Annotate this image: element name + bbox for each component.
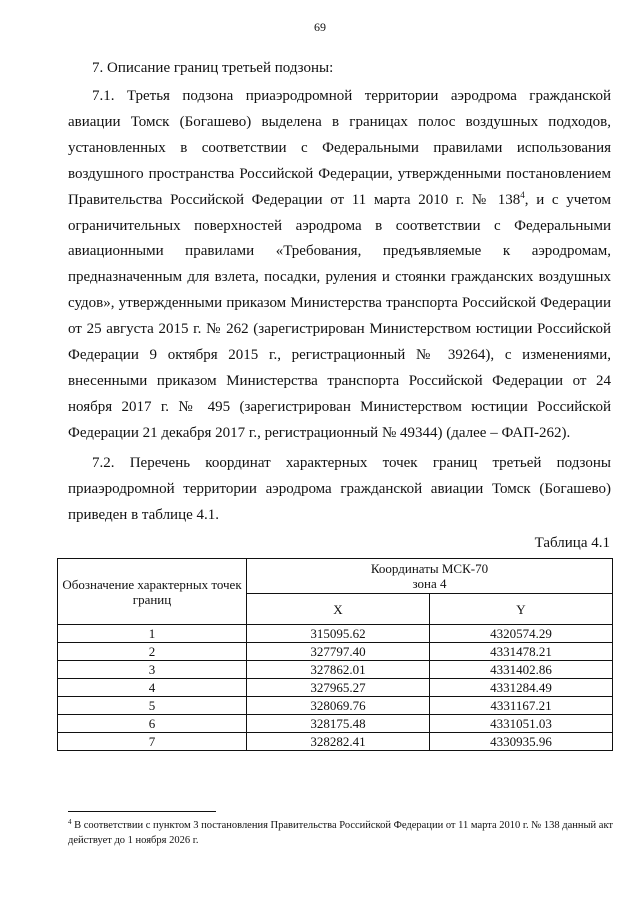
header-coordinates xyxy=(247,559,613,594)
coordinates-table xyxy=(57,558,613,751)
header-points: Обозначение характерных точек границ xyxy=(58,559,247,625)
cell-y: 4330935.96 xyxy=(430,733,613,751)
section-heading: 7. Описание границ третьей подзоны: xyxy=(92,60,334,76)
table-row xyxy=(58,715,613,733)
table-row xyxy=(58,661,613,679)
page-number: 69 xyxy=(314,20,326,34)
cell-point: 3 xyxy=(58,661,247,679)
footnote-reference[interactable]: 4 xyxy=(520,189,525,200)
paragraph-7-1 xyxy=(68,84,611,447)
table-row xyxy=(58,643,613,661)
table-row xyxy=(58,679,613,697)
cell-x: 328069.76 xyxy=(247,697,430,715)
header-y: Y xyxy=(430,594,613,625)
cell-x: 328282.41 xyxy=(247,733,430,751)
cell-x: 315095.62 xyxy=(247,625,430,643)
header-coordinates-system: Координаты МСК-70 xyxy=(370,561,489,576)
cell-y: 4331478.21 xyxy=(430,643,613,661)
table-row xyxy=(58,625,613,643)
table-row xyxy=(58,733,613,751)
footnote-text: В соответствии с пунктом 3 постановления Правительства Российской Федерации от 11 марта 2010 г. № 138 данный акт действует до 1 ноября 2026 г. xyxy=(68,820,613,846)
cell-point: 1 xyxy=(58,625,247,643)
cell-y: 4320574.29 xyxy=(430,625,613,643)
cell-point: 4 xyxy=(58,679,247,697)
cell-y: 4331167.21 xyxy=(430,697,613,715)
header-coordinates-zone: зона 4 xyxy=(412,576,447,591)
cell-point: 2 xyxy=(58,643,247,661)
cell-x: 327797.40 xyxy=(247,643,430,661)
cell-y: 4331051.03 xyxy=(430,715,613,733)
cell-y: 4331402.86 xyxy=(430,661,613,679)
paragraph-7-1-text-continued: , и с учетом ограничительных поверхностей аэродрома в соответствии с Федеральными авиационными правилами «Требования, предъявляемые к аэродромам, предназначенным для взлета, посадки, руления и стоянки гражданских воздушных судов», утвержденными приказом Министерства транспорта Российской Федерации от 25 августа 2015 г. № 262 (зарегистрирован Министерством юстиции Российской Федерации 9 октября 2015 г., регистрационный № 39264), с изменениями, внесенными приказом Министерства транспорта Российской Федерации от 24 ноября 2017 г. № 495 (зарегистрирован Министерством юстиции Российской Федерации 21 декабря 2017 г., регистрационный № 49344) (далее – ФАП-262). xyxy=(68,191,612,441)
header-x: X xyxy=(247,594,430,625)
cell-point: 5 xyxy=(58,697,247,715)
cell-x: 328175.48 xyxy=(247,715,430,733)
cell-point: 6 xyxy=(58,715,247,733)
footnote-divider xyxy=(68,811,216,812)
footnote xyxy=(68,818,613,848)
table-caption: Таблица 4.1 xyxy=(534,535,610,551)
paragraph-7-1-text: 7.1. Третья подзона приаэродромной территории аэродрома гражданской авиации Томск (Богашево) выделена в границах полос воздушных подходов, установленных в соответствии с Федеральными правилами использования воздушного пространства Российской Федерации, утвержденными постановлением Правительства Российской Федерации от 11 марта 2010 г. № 138 xyxy=(68,88,611,208)
paragraph-7-2: 7.2. Перечень координат характерных точек границ третьей подзоны приаэродромной территории аэродрома гражданской авиации Томск (Богашево) приведен в таблице 4.1. xyxy=(68,455,611,523)
table-body xyxy=(58,625,613,751)
cell-point: 7 xyxy=(58,733,247,751)
table-row xyxy=(58,697,613,715)
cell-x: 327862.01 xyxy=(247,661,430,679)
footnote-mark: 4 xyxy=(68,818,72,826)
cell-y: 4331284.49 xyxy=(430,679,613,697)
cell-x: 327965.27 xyxy=(247,679,430,697)
